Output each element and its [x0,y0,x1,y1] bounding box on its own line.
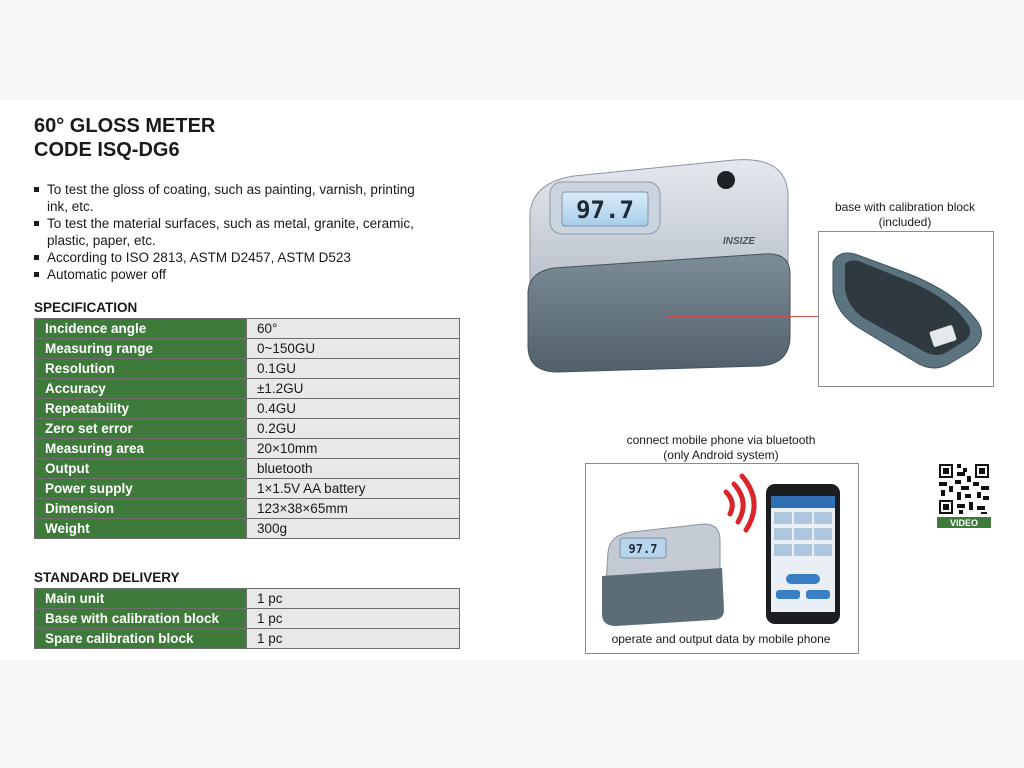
table-row [35,419,460,439]
calibration-base-callout [818,231,994,387]
table-row [35,609,460,629]
feature-item: According to ISO 2813, ASTM D2457, ASTM D523 [34,249,434,266]
row-value: ±1.2GU [247,379,460,399]
table-row [35,479,460,499]
row-value: 300g [247,519,460,539]
row-value: 123×38×65mm [247,499,460,519]
product-code: CODE ISQ-DG6 [34,139,180,161]
gloss-meter-image [524,154,794,374]
device-reading: 97.7 [576,196,634,224]
row-label: Resolution [35,359,247,379]
table-row [35,459,460,479]
sensor-port-icon [717,171,735,189]
table-row [35,359,460,379]
row-value: 1×1.5V AA battery [247,479,460,499]
table-row [35,439,460,459]
row-label: Base with calibration block [35,609,247,629]
row-label: Main unit [35,589,247,609]
bluetooth-illustration [586,464,858,653]
row-label: Zero set error [35,419,247,439]
row-value: 0~150GU [247,339,460,359]
bluetooth-caption [600,433,842,463]
row-label: Power supply [35,479,247,499]
callout-caption-line1: base with calibration block [834,200,976,214]
feature-item: To test the material surfaces, such as metal, granite, ceramic, plastic, paper, etc. [34,215,434,249]
row-label: Accuracy [35,379,247,399]
delivery-table [34,588,460,649]
row-label: Measuring area [35,439,247,459]
bluetooth-panel [585,463,859,654]
row-value: 1 pc [247,629,460,649]
table-row [35,319,460,339]
product-title [34,114,215,162]
table-row [35,629,460,649]
row-label: Dimension [35,499,247,519]
qr-code-icon [937,462,991,528]
callout-leader-line [668,316,818,317]
row-value: 0.2GU [247,419,460,439]
specification-table [34,318,460,539]
table-row [35,519,460,539]
row-label: Weight [35,519,247,539]
table-row [35,589,460,609]
bluetooth-caption-line2: (only Android system) [663,448,779,462]
feature-list [34,181,434,283]
delivery-heading: STANDARD DELIVERY [34,570,180,585]
row-value: 20×10mm [247,439,460,459]
row-label: Repeatability [35,399,247,419]
row-value: 0.1GU [247,359,460,379]
row-value: 60° [247,319,460,339]
row-value: 1 pc [247,609,460,629]
bluetooth-signal-icon [726,476,754,530]
product-title-line1: 60° GLOSS METER [34,115,216,137]
row-value: 1 pc [247,589,460,609]
row-label: Spare calibration block [35,629,247,649]
bluetooth-bottom-caption: operate and output data by mobile phone [611,632,831,646]
callout-caption [818,200,992,230]
table-row [35,339,460,359]
row-value: 0.4GU [247,399,460,419]
feature-item: Automatic power off [34,266,434,283]
small-device-reading: 97.7 [628,542,658,556]
table-row [35,499,460,519]
video-label: VIDEO [949,518,979,528]
specification-heading: SPECIFICATION [34,300,138,315]
row-label: Incidence angle [35,319,247,339]
feature-item: To test the gloss of coating, such as painting, varnish, printing ink, etc. [34,181,434,215]
row-label: Output [35,459,247,479]
brand-logo: INSIZE [722,236,756,247]
row-value: bluetooth [247,459,460,479]
video-qr-code[interactable] [937,462,991,528]
callout-caption-line2: (included) [878,215,932,229]
calibration-base-image [819,232,993,386]
table-row [35,399,460,419]
row-label: Measuring range [35,339,247,359]
bluetooth-caption-line1: connect mobile phone via bluetooth [626,433,816,447]
table-row [35,379,460,399]
